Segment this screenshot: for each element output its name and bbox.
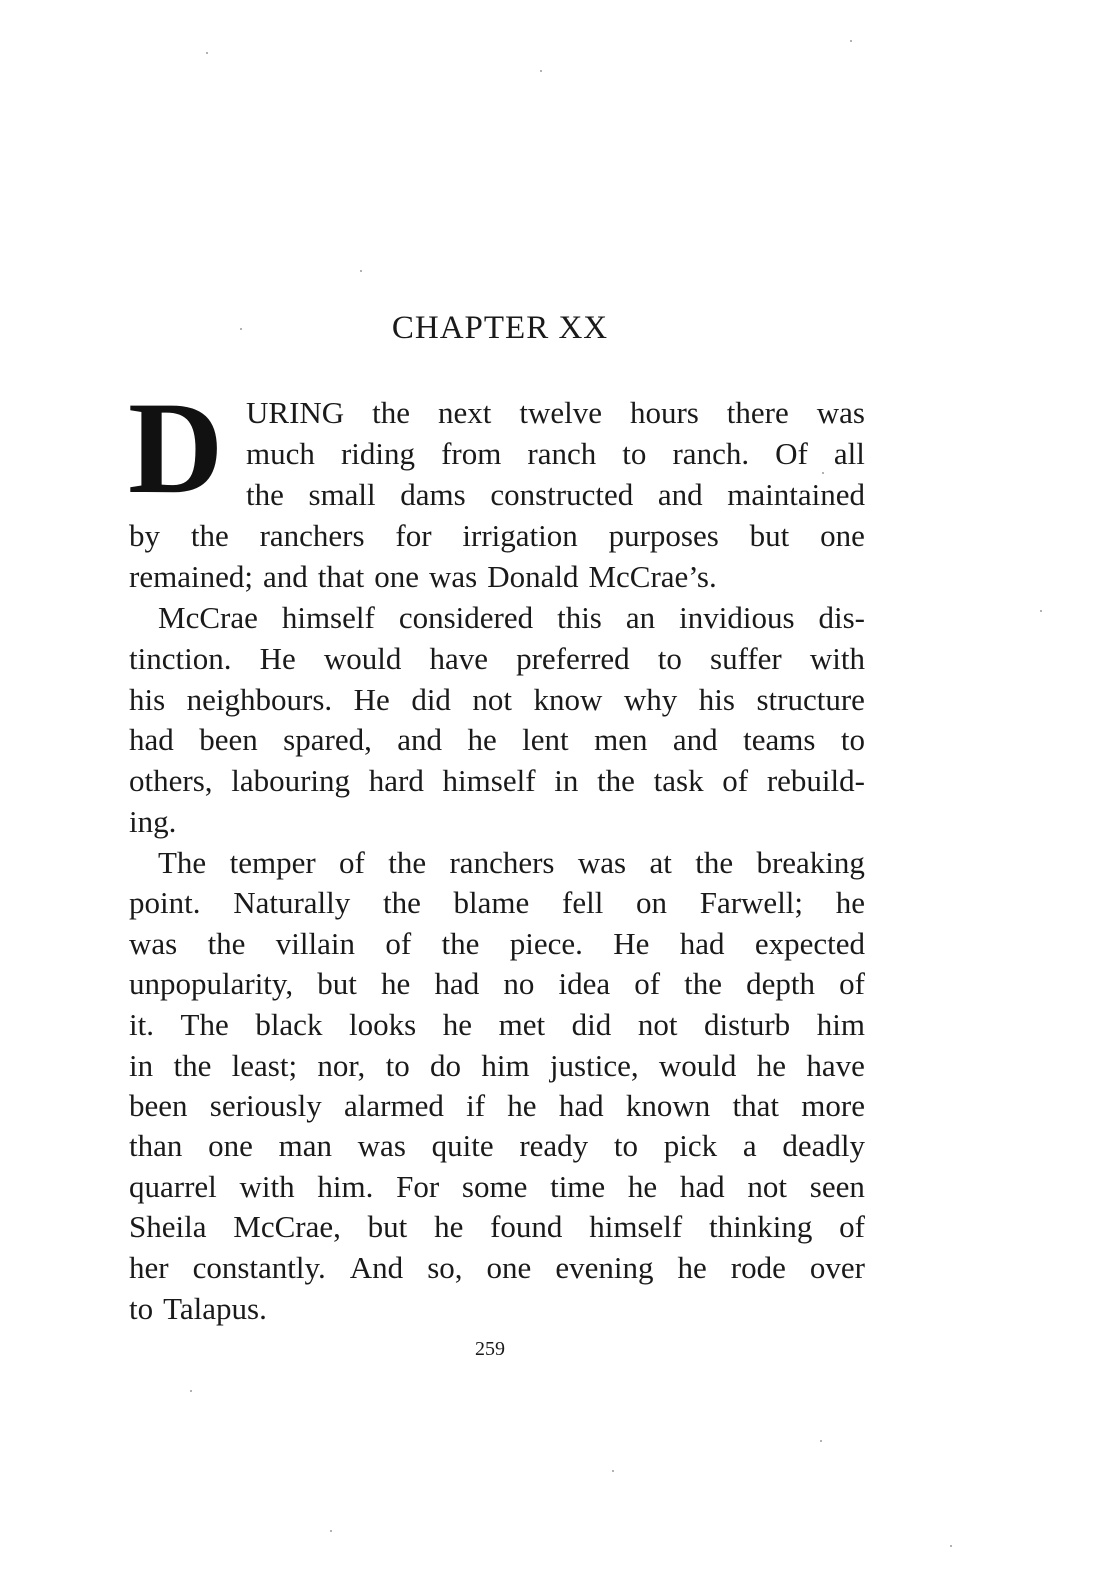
text-line: his neighbours. He did not know why his structure: [129, 682, 865, 717]
text-line: been seriously alarmed if he had known that more: [129, 1088, 865, 1123]
scan-speck: [820, 1440, 822, 1442]
text-line: by the ranchers for irrigation purposes but one: [129, 518, 865, 553]
drop-cap: D: [128, 374, 224, 521]
scan-speck: [190, 1390, 192, 1392]
scan-speck: [1040, 610, 1042, 612]
text-line: than one man was quite ready to pick a deadly: [129, 1128, 865, 1163]
scan-speck: [540, 70, 542, 72]
text-line: The temper of the ranchers was at the breaking: [158, 845, 865, 880]
text-line: quarrel with him. For some time he had not seen: [129, 1169, 865, 1204]
scan-speck: [850, 40, 852, 42]
text-line: point. Naturally the blame fell on Farwell; he: [129, 885, 865, 920]
text-line: McCrae himself considered this an invidious dis-: [158, 600, 865, 635]
scan-speck: [612, 1470, 614, 1472]
text-line: it. The black looks he met did not disturb him: [129, 1007, 865, 1042]
scan-speck: [206, 52, 208, 54]
text-line: tinction. He would have preferred to suffer with: [129, 641, 865, 676]
text-line: Sheila McCrae, but he found himself thinking of: [129, 1209, 865, 1244]
text-line: ing.: [129, 804, 177, 839]
text-line: others, labouring hard himself in the task of rebuild-: [129, 763, 865, 798]
text-line: URING the next twelve hours there was: [246, 395, 865, 430]
text-line: in the least; nor, to do him justice, would he have: [129, 1048, 865, 1083]
text-line: much riding from ranch to ranch. Of all: [246, 436, 865, 471]
text-line: remained; and that one was Donald McCrae’s.: [129, 559, 717, 594]
text-line: to Talapus.: [129, 1291, 267, 1326]
scan-speck: [240, 328, 242, 330]
text-line: unpopularity, but he had no idea of the depth of: [129, 966, 865, 1001]
scan-speck: [950, 1545, 952, 1547]
text-line: the small dams constructed and maintained: [246, 477, 865, 512]
text-line: her constantly. And so, one evening he rode over: [129, 1250, 865, 1285]
scan-speck: [822, 472, 824, 474]
text-line: had been spared, and he lent men and teams to: [129, 722, 865, 757]
page-number: 259: [475, 1338, 505, 1360]
chapter-heading: CHAPTER XX: [391, 310, 609, 346]
text-line: was the villain of the piece. He had expected: [129, 926, 865, 961]
scan-speck: [360, 270, 362, 272]
scan-speck: [330, 1530, 332, 1532]
